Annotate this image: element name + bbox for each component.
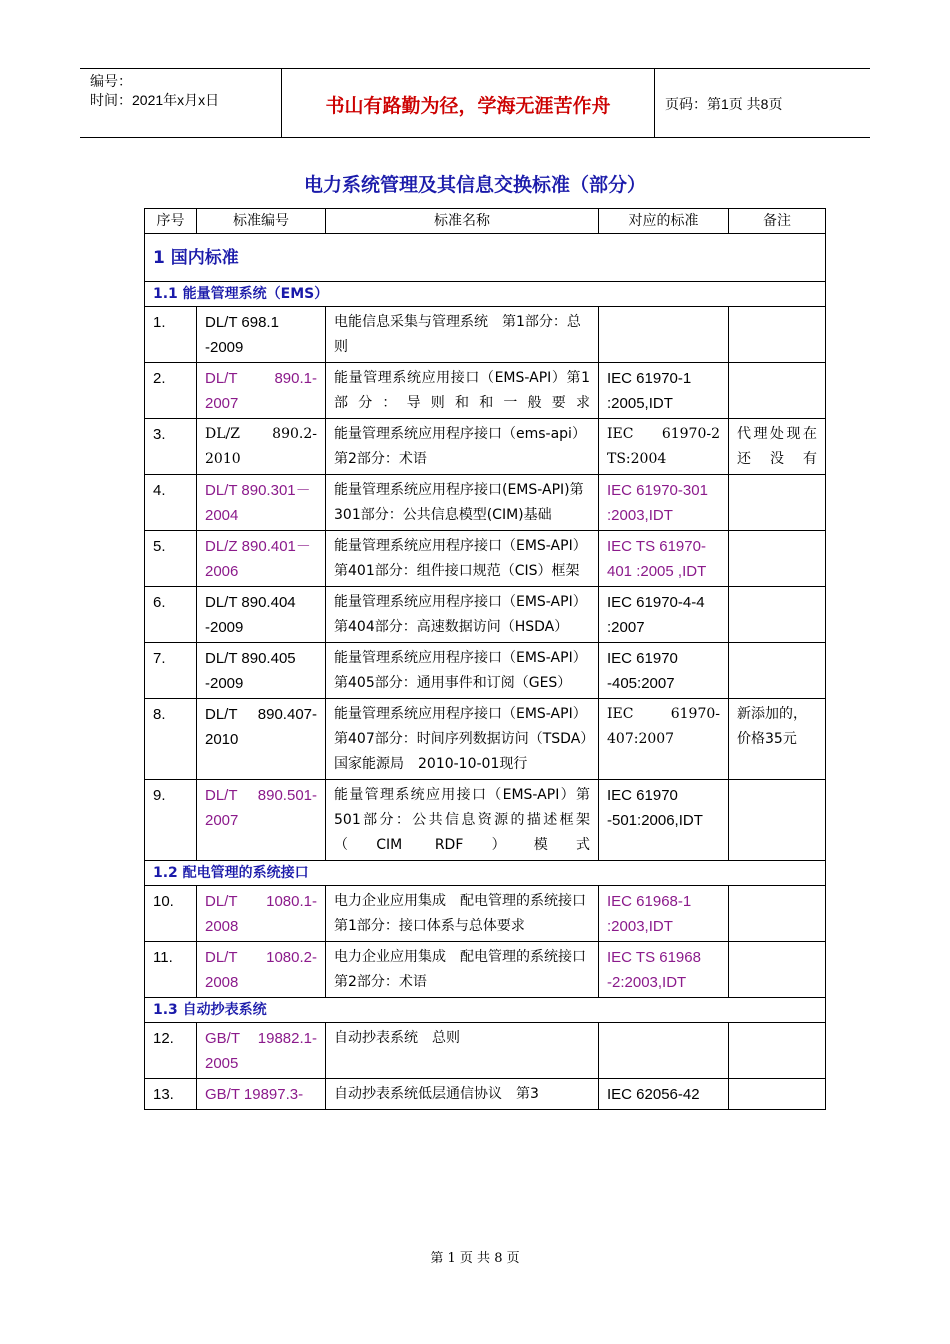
header-code: 标准编号 [197,209,326,234]
table-row [145,643,826,699]
page-info: 页码：第1页 共8页 [665,96,783,112]
table-row [145,363,826,419]
row-no: 8. [145,699,197,780]
row-name: 自动抄表系统 总则 [326,1023,599,1079]
row-no: 2. [145,363,197,419]
row-ref: IEC 61970-1 :2005,IDT [599,363,729,419]
subsection-ems: 1.1 能量管理系统（EMS） [145,282,826,307]
table-row [145,780,826,861]
table-row [145,307,826,363]
table-row [145,419,826,475]
header-motto-cell [282,69,655,137]
row-note [729,1079,826,1110]
row-ref-link[interactable]: IEC 61968-1 :2003,IDT [599,886,729,942]
table-row [145,699,826,780]
section-domestic: 1 国内标准 [145,234,826,282]
row-code-link[interactable]: DL/Z 890.401－2006 [197,531,326,587]
row-code-link[interactable]: DL/T 890.501-2007 [197,780,326,861]
row-code: DL/Z 890.2-2010 [197,419,326,475]
row-note [729,587,826,643]
row-ref [599,1023,729,1079]
table-row [145,942,826,998]
row-note [729,942,826,998]
row-note [729,886,826,942]
table-header-row [145,209,826,234]
row-name: 能量管理系统应用程序接口(EMS-API)第301部分：公共信息模型(CIM)基础 [326,475,599,531]
row-code-link[interactable]: GB/T 19897.3- [197,1079,326,1110]
header-name: 标准名称 [326,209,599,234]
row-no: 1. [145,307,197,363]
header-band [80,68,870,138]
row-note [729,531,826,587]
row-note [729,1023,826,1079]
standards-table [144,208,826,1110]
row-ref: IEC 61970-2 TS:2004 [599,419,729,475]
row-no: 5. [145,531,197,587]
row-note [729,780,826,861]
table-row [145,587,826,643]
time-label: 时间：2021年x月x日 [90,92,220,108]
row-note [729,643,826,699]
row-name: 能量管理系统应用程序接口（EMS-API） 第404部分：高速数据访问（HSDA） [326,587,599,643]
row-no: 13. [145,1079,197,1110]
table-row [145,1023,826,1079]
table-row [145,475,826,531]
row-note [729,363,826,419]
row-name: 电力企业应用集成 配电管理的系统接口 第2部分：术语 [326,942,599,998]
header-meta-cell [80,69,282,137]
row-code-link[interactable]: DL/T 890.301－2004 [197,475,326,531]
section-row [145,234,826,282]
table-row [145,1079,826,1110]
row-code-link[interactable]: DL/T 890.1-2007 [197,363,326,419]
document-title: 电力系统管理及其信息交换标准（部分） [303,174,646,196]
motto-text: 书山有路勤为径，学海无涯苦作舟 [325,95,611,117]
row-name: 自动抄表系统低层通信协议 第3 [326,1079,599,1110]
row-no: 6. [145,587,197,643]
row-note: 代理处现在还没有 [729,419,826,475]
row-ref: IEC 61970-407:2007 [599,699,729,780]
row-code: DL/T 698.1 -2009 [197,307,326,363]
row-no: 4. [145,475,197,531]
row-no: 3. [145,419,197,475]
row-no: 10. [145,886,197,942]
code-label: 编号： [90,73,132,89]
row-name: 能量管理系统应用程序接口（EMS-API） 第405部分：通用事件和订阅（GES） [326,643,599,699]
header-no: 序号 [145,209,197,234]
row-note [729,475,826,531]
subsection-distribution: 1.2 配电管理的系统接口 [145,861,826,886]
row-ref: IEC 61970-4-4 :2007 [599,587,729,643]
row-ref [599,307,729,363]
row-name: 能量管理系统应用接口（EMS-API）第501部分：公共信息资源的描述框架（CIM RDF）模式 [326,780,599,861]
row-name: 能量管理系统应用接口（EMS-API）第1部分：导则和和一般要求 [326,363,599,419]
row-ref-link[interactable]: IEC TS 61970-401 :2005 ,IDT [599,531,729,587]
row-ref: IEC 61970 -501:2006,IDT [599,780,729,861]
row-ref-link[interactable]: IEC 61970-301 :2003,IDT [599,475,729,531]
row-name: 能量管理系统应用程序接口（EMS-API）第407部分：时间序列数据访问（TSDA） 国家能源局 2010-10-01现行 [326,699,599,780]
subsection-row [145,998,826,1023]
row-note [729,307,826,363]
row-ref: IEC 62056-42 [599,1079,729,1110]
row-no: 7. [145,643,197,699]
row-ref: IEC 61970 -405:2007 [599,643,729,699]
row-no: 12. [145,1023,197,1079]
row-name: 电力企业应用集成 配电管理的系统接口 第1部分：接口体系与总体要求 [326,886,599,942]
subsection-row [145,861,826,886]
subsection-meter-reading: 1.3 自动抄表系统 [145,998,826,1023]
row-note: 新添加的，价格35元 [729,699,826,780]
table-row [145,886,826,942]
table-row [145,531,826,587]
row-no: 11. [145,942,197,998]
row-code: DL/T 890.405 -2009 [197,643,326,699]
row-no: 9. [145,780,197,861]
row-name: 电能信息采集与管理系统 第1部分：总则 [326,307,599,363]
row-code-link[interactable]: GB/T 19882.1-2005 [197,1023,326,1079]
row-name: 能量管理系统应用程序接口（ems-api）第2部分：术语 [326,419,599,475]
row-code: DL/T 890.404 -2009 [197,587,326,643]
row-name: 能量管理系统应用程序接口（EMS-API） 第401部分：组件接口规范（CIS）框架 [326,531,599,587]
row-ref-link[interactable]: IEC TS 61968 -2:2003,IDT [599,942,729,998]
page-footer: 第 1 页 共 8 页 [430,1251,520,1266]
header-ref: 对应的标准 [599,209,729,234]
subsection-row [145,282,826,307]
header-page-cell [655,69,870,137]
row-code-link[interactable]: DL/T 1080.1-2008 [197,886,326,942]
row-code-link[interactable]: DL/T 1080.2-2008 [197,942,326,998]
header-note: 备注 [729,209,826,234]
row-code: DL/T 890.407-2010 [197,699,326,780]
